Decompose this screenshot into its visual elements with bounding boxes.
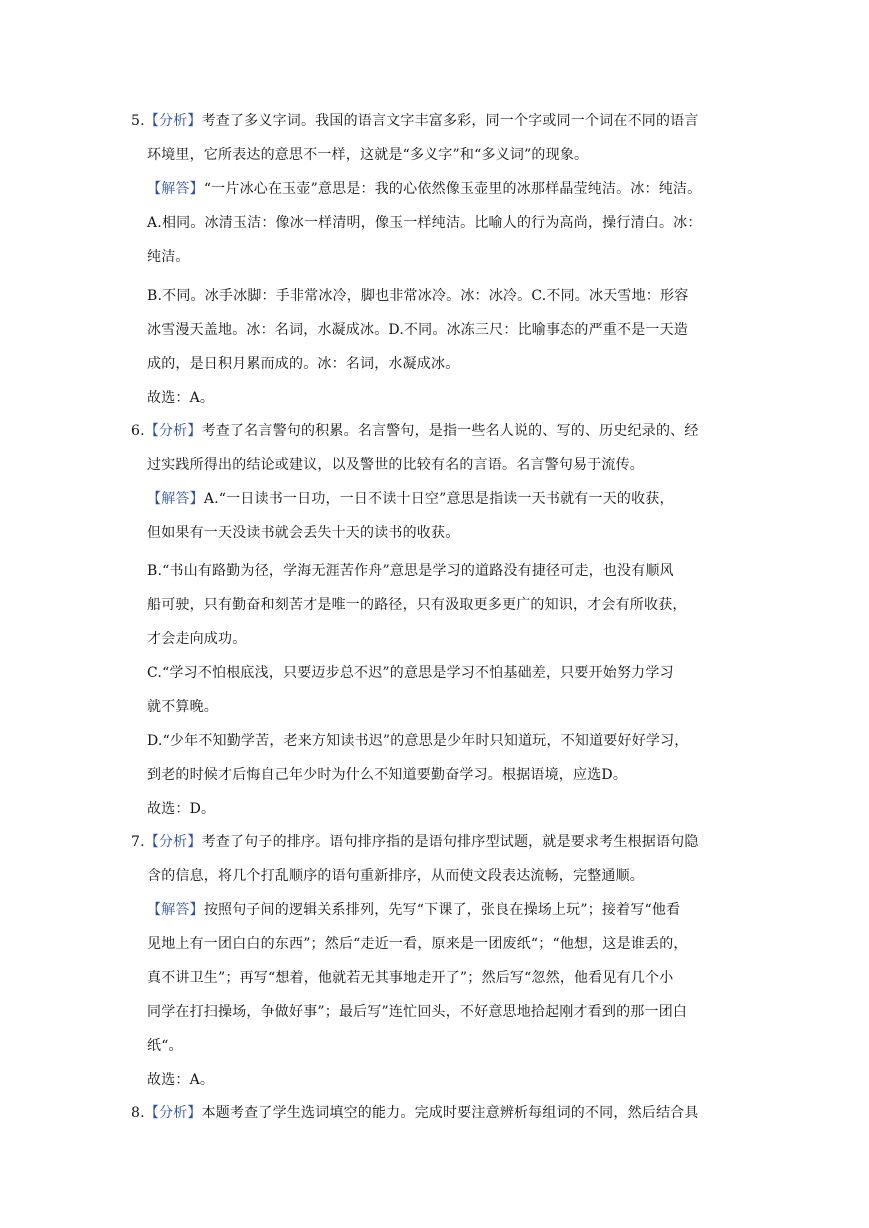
question-6-answer-line-2: 但如果有一天没读书就会丢失十天的读书的收获。 [147, 525, 460, 541]
question-7-analysis-line-2: 含的信息，将几个打乱顺序的语句重新排序，从而使文段表达流畅，完整通顺。 [147, 868, 644, 884]
question-5-answer-line-4: B.不同。冰手冰脚：手非常冰冷，脚也非常冰冷。冰：冰冷。C.不同。冰天雪地：形容 [147, 288, 689, 304]
question-7-answer-line-5: 纸“。 [147, 1038, 183, 1054]
analysis-label: 【分析】 [144, 1105, 202, 1121]
question-6-answer-line-7: 就不算晚。 [147, 699, 218, 715]
question-7-answer-line-2: 见地上有一团白白的东西”；然后“走近一看，原来是一团废纸“；“他想，这是谁丢的， [147, 936, 688, 952]
question-5-answer-line-3: 纯洁。 [147, 249, 190, 265]
question-5-answer-line-6: 成的，是日积月累而成的。冰：名词，水凝成冰。 [147, 356, 460, 372]
analysis-label: 【分析】 [144, 423, 202, 439]
question-6-answer-line-4: 船可驶，只有勤奋和刻苦才是唯一的路径，只有汲取更多更广的知识，才会有所收获， [147, 597, 687, 613]
question-5-answer-line-2: A.相同。冰清玉洁：像冰一样清明，像玉一样纯洁。比喻人的行为高尚，操行清白。冰： [147, 215, 702, 231]
question-5-answer-line-5: 冰雪漫天盖地。冰：名词，水凝成冰。D.不同。冰冻三尺：比喻事态的严重不是一天造 [147, 322, 688, 338]
question-7-answer-line-1: 【解答】按照句子间的逻辑关系排列，先写“下课了，张良在操场上玩”；接着写“他看 [147, 902, 681, 918]
question-number: 5. [131, 113, 145, 129]
question-6-answer-line-8: D.“少年不知勤学苦，老来方知读书迟”的意思是少年时只知道玩，不知道要好好学习， [147, 733, 689, 749]
question-6-answer-line-3: B.“书山有路勤为径，学海无涯苦作舟”意思是学习的道路没有捷径可走，也没有顺风 [147, 563, 674, 579]
question-5-answer-line-7: 故选：A。 [147, 390, 215, 406]
question-number: 6. [131, 423, 145, 439]
question-7-answer-line-6: 故选：A。 [147, 1072, 215, 1088]
analysis-label: 【分析】 [144, 113, 202, 129]
question-number: 8. [131, 1105, 145, 1121]
answer-label: 【解答】 [147, 902, 204, 918]
question-7-answer-line-3: 真不讲卫生”；再写“想着，他就若无其事地走开了”；然后写“忽然，他看见有几个小 [147, 970, 674, 986]
question-6-answer-line-10: 故选：D。 [147, 801, 216, 817]
analysis-label: 【分析】 [144, 834, 202, 850]
question-7-answer-line-4: 同学在打扫操场，争做好事”；最后写”连忙回头，不好意思地拾起刚才看到的那一团白 [147, 1004, 688, 1020]
question-5-analysis-line-2: 环境里，它所表达的意思不一样，这就是“多义字”和“多义词”的现象。 [147, 147, 589, 163]
answer-label: 【解答】 [147, 491, 204, 507]
answer-label: 【解答】 [147, 181, 204, 197]
question-5-answer-line-1: 【解答】“一片冰心在玉壶”意思是：我的心依然像玉壶里的冰那样晶莹纯洁。冰：纯洁。 [147, 181, 702, 197]
question-number: 7. [131, 834, 145, 850]
question-6-analysis-line-2: 过实践所得出的结论或建议，以及警世的比较有名的言语。名言警句易于流传。 [147, 457, 644, 473]
question-6-analysis-line-1: 6.【分析】考查了名言警句的积累。名言警句，是指一些名人说的、写的、历史纪录的、经 [131, 423, 699, 439]
question-6-answer-line-1: 【解答】A.“一日读书一日功，一日不读十日空”意思是指读一天书就有一天的收获， [147, 491, 674, 507]
question-8-analysis-line-1: 8.【分析】本题考查了学生选词填空的能力。完成时要注意辨析每组词的不同，然后结合具 [131, 1105, 699, 1121]
question-6-answer-line-9: 到老的时候才后悔自己年少时为什么不知道要勤奋学习。根据语境，应选D。 [147, 767, 628, 783]
question-5-analysis-line-1: 5.【分析】考查了多义字词。我国的语言文字丰富多彩，同一个字或同一个词在不同的语言 [131, 113, 699, 129]
question-6-answer-line-6: C.“学习不怕根底浅，只要迈步总不迟”的意思是学习不怕基础差，只要开始努力学习 [147, 665, 674, 681]
question-6-answer-line-5: 才会走向成功。 [147, 631, 247, 647]
question-7-analysis-line-1: 7.【分析】考查了句子的排序。语句排序指的是语句排序型试题，就是要求考生根据语句隐 [131, 834, 699, 850]
